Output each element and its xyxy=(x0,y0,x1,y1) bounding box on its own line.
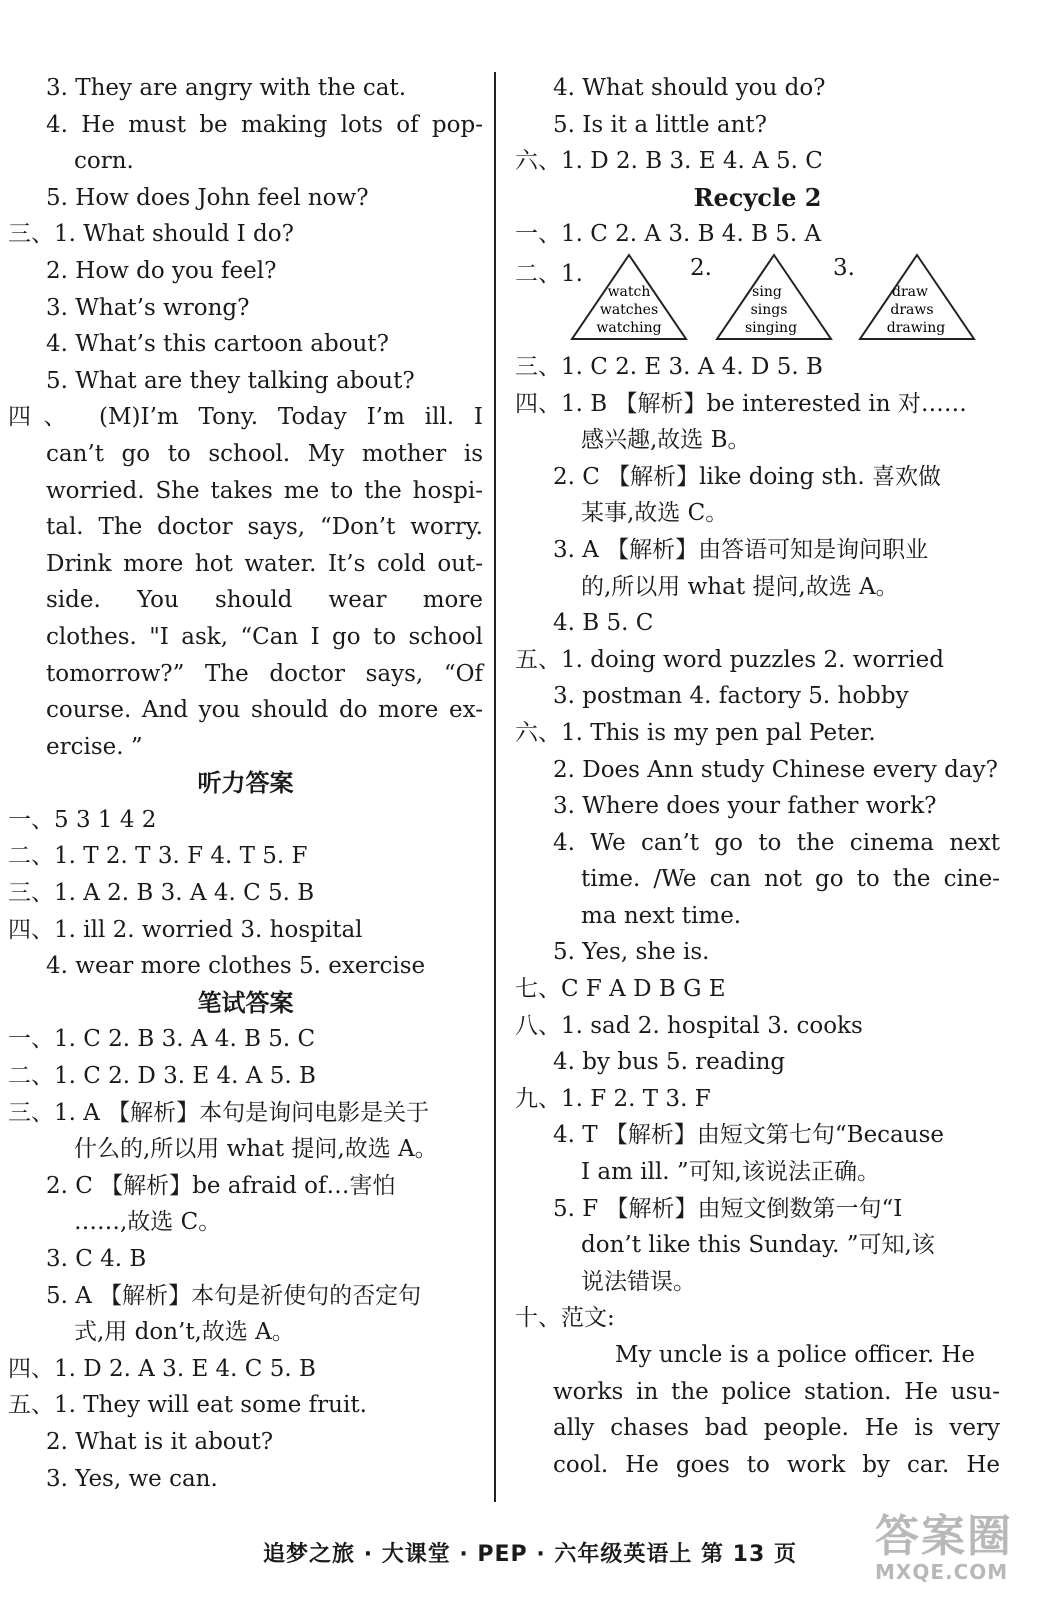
triangle-3-word-2: draws xyxy=(890,301,934,318)
triangle-2 xyxy=(715,253,833,341)
page-footer: 追梦之旅 · 大课堂 · PEP · 六年级英语上 第 13 页 xyxy=(263,1542,797,1567)
answer-line: 3. A 【解析】由答语可知是询问职业 xyxy=(553,536,929,563)
answer-line: 五、1. They will eat some fruit. xyxy=(8,1392,367,1419)
answer-line: 3. postman 4. factory 5. hobby xyxy=(553,683,909,710)
triangle-1-word-2: watches xyxy=(599,301,659,318)
answer-line: 三、1. A 2. B 3. A 4. C 5. B xyxy=(8,880,315,907)
answer-line: tomorrow?” The doctor says, “Of xyxy=(46,660,483,687)
answer-line: 三、1. What should I do? xyxy=(8,221,294,248)
answer-line: 六、1. D 2. B 3. E 4. A 5. C xyxy=(515,148,823,175)
answer-line: 5. Yes, she is. xyxy=(553,939,710,966)
answer-line: 二、1. C 2. D 3. E 4. A 5. B xyxy=(8,1063,316,1090)
answer-line: 2. What is it about? xyxy=(46,1428,274,1455)
answer-line: 二、1. T 2. T 3. F 4. T 5. F xyxy=(8,843,308,870)
triangle-2-word-3: singing xyxy=(744,319,798,336)
answer-line: 5. F 【解析】由短文倒数第一句“I xyxy=(553,1195,903,1222)
triangle-3 xyxy=(858,253,976,341)
answer-line: 3. Where does your father work? xyxy=(553,793,937,820)
answer-line: 2. Does Ann study Chinese every day? xyxy=(553,756,998,783)
answer-line: course. And you should do more ex- xyxy=(46,697,483,724)
answer-line: 式,用 don’t,故选 A。 xyxy=(74,1319,295,1346)
answer-line: 七、C F A D B G E xyxy=(515,976,726,1003)
section-heading: 笔试答案 xyxy=(197,987,294,1017)
section-heading: Recycle 2 xyxy=(693,182,822,212)
left-column xyxy=(8,70,483,1497)
right-top-block xyxy=(515,70,1000,253)
answer-line: clothes. "I ask, “Can I go to school xyxy=(46,623,483,650)
answer-line: 说法错误。 xyxy=(581,1268,696,1295)
answer-line: 5. How does John feel now? xyxy=(46,184,369,211)
watermark-logo: 答案圈 MXQE.COM xyxy=(875,1511,1013,1584)
answer-line: works in the police station. He usu- xyxy=(553,1378,1000,1405)
answer-line: 4. He must be making lots of pop- xyxy=(46,111,483,138)
answer-line: 一、1. C 2. A 3. B 4. B 5. A xyxy=(515,221,822,248)
answer-line: 五、1. doing word puzzles 2. worried xyxy=(515,646,944,673)
answer-line: 六、1. This is my pen pal Peter. xyxy=(515,719,876,746)
column-divider xyxy=(494,72,496,1502)
answer-line: 一、5 3 1 4 2 xyxy=(8,806,157,833)
word-triangles xyxy=(515,253,1000,349)
triangle-2-word-2: sings xyxy=(750,301,788,318)
triangle-3-word-3: drawing xyxy=(886,319,946,336)
answer-line: Drink more hot water. It’s cold out- xyxy=(46,550,483,577)
answer-line: 感兴趣,故选 B。 xyxy=(581,427,751,454)
answer-line: 4. We can’t go to the cinema next xyxy=(553,829,1000,856)
answer-line: can’t go to school. My mother is xyxy=(46,440,483,467)
answer-line: 2. How do you feel? xyxy=(46,257,277,284)
answer-line: 4. by bus 5. reading xyxy=(553,1049,786,1076)
answer-line: ma next time. xyxy=(581,902,742,929)
triangle-1-word-3: watching xyxy=(596,319,662,336)
answer-line: 4. B 5. C xyxy=(553,610,654,637)
answer-line: 什么的,所以用 what 提问,故选 A。 xyxy=(74,1136,438,1163)
answer-line: 四、 (M)I’m Tony. Today I’m ill. I xyxy=(8,404,483,431)
answer-line: 三、1. A 【解析】本句是询问电影是关于 xyxy=(8,1099,430,1126)
answer-line: My uncle is a police officer. He xyxy=(615,1342,976,1368)
answer-line: 四、1. D 2. A 3. E 4. C 5. B xyxy=(8,1355,316,1382)
answer-line: time. /We can not go to the cine- xyxy=(581,866,1000,893)
answer-line: 四、1. ill 2. worried 3. hospital xyxy=(8,916,363,943)
answer-line: ercise. ” xyxy=(46,733,143,760)
answer-line: 5. Is it a little ant? xyxy=(553,111,767,138)
triangle-2-word-1: sing xyxy=(752,283,782,300)
right-column xyxy=(515,70,1000,1483)
answer-line: side. You should wear more xyxy=(46,587,483,614)
answer-line: 3. What’s wrong? xyxy=(46,294,250,321)
answer-line: 的,所以用 what 提问,故选 A。 xyxy=(581,573,899,600)
answer-line: 3. They are angry with the cat. xyxy=(46,75,407,101)
answer-line: 十、范文: xyxy=(515,1305,615,1332)
triangle-row-label: 二、1. xyxy=(515,260,583,287)
answer-line: ……,故选 C。 xyxy=(74,1209,222,1236)
triangle-1 xyxy=(570,253,688,341)
section-heading: 听力答案 xyxy=(197,768,294,798)
answer-line: worried. She takes me to the hospi- xyxy=(46,477,483,504)
answer-line: ally chases bad people. He is very xyxy=(553,1415,1000,1442)
answer-line: don’t like this Sunday. ”可知,该 xyxy=(581,1232,935,1259)
triangle-3-word-1: draw xyxy=(892,283,928,300)
answer-line: cool. He goes to work by car. He xyxy=(553,1451,1000,1478)
answer-line: I am ill. ”可知,该说法正确。 xyxy=(581,1159,880,1186)
answer-line: 5. What are they talking about? xyxy=(46,367,415,394)
answer-line: 4. What’s this cartoon about? xyxy=(46,331,389,358)
answer-line: corn. xyxy=(74,148,134,175)
answer-line: 某事,故选 C。 xyxy=(581,500,729,527)
answer-line: 4. wear more clothes 5. exercise xyxy=(46,953,426,980)
right-bottom-block xyxy=(515,349,1000,1483)
answer-line: 2. C 【解析】like doing sth. 喜欢做 xyxy=(553,463,941,490)
triangle-label-2: 2. xyxy=(690,254,712,281)
answer-line: 3. Yes, we can. xyxy=(46,1465,218,1492)
triangle-1-word-1: watch xyxy=(607,283,651,300)
answer-line: 5. A 【解析】本句是祈使句的否定句 xyxy=(46,1282,422,1309)
answer-line: 八、1. sad 2. hospital 3. cooks xyxy=(515,1012,863,1039)
answer-line: 4. T 【解析】由短文第七句“Because xyxy=(553,1122,944,1149)
answer-line: tal. The doctor says, “Don’t worry. xyxy=(46,514,483,541)
answer-line: 四、1. B 【解析】be interested in 对…… xyxy=(515,390,967,417)
answer-line: 3. C 4. B xyxy=(46,1246,147,1272)
answer-line: 九、1. F 2. T 3. F xyxy=(515,1085,711,1112)
answer-line: 三、1. C 2. E 3. A 4. D 5. B xyxy=(515,353,823,380)
answer-line: 4. What should you do? xyxy=(553,75,826,101)
triangle-label-3: 3. xyxy=(833,254,855,281)
answer-line: 2. C 【解析】be afraid of…害怕 xyxy=(46,1172,396,1199)
answer-line: 一、1. C 2. B 3. A 4. B 5. C xyxy=(8,1026,316,1053)
